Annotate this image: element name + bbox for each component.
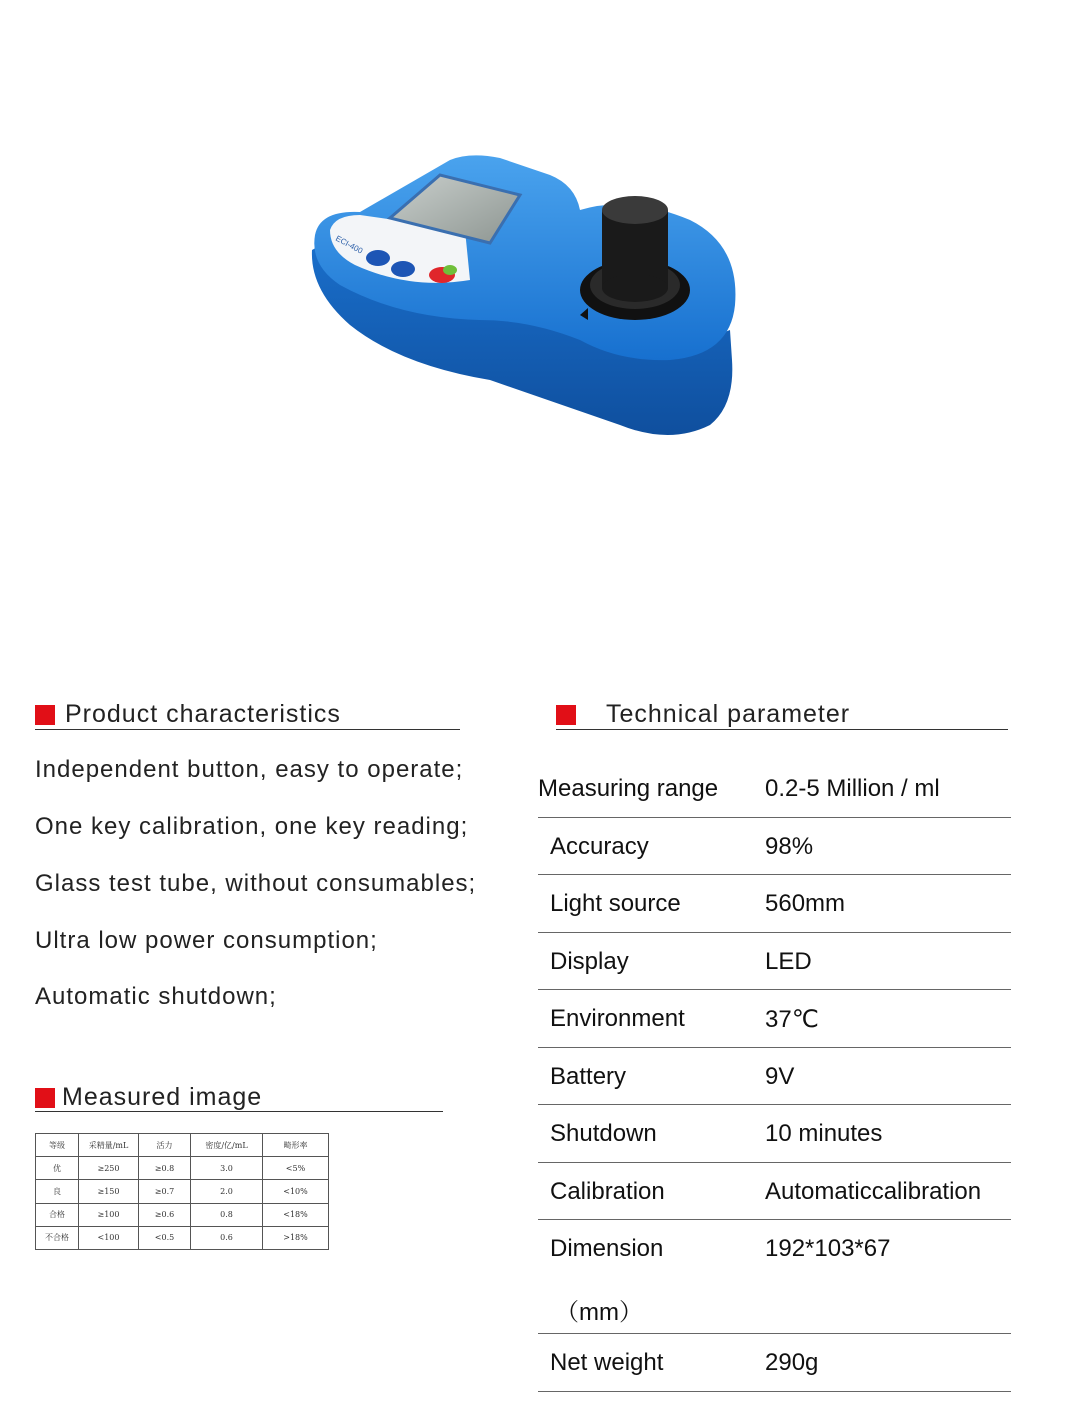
feature-item: Automatic shutdown; [35, 983, 277, 1010]
table-cell: 优 [36, 1157, 79, 1180]
row-divider [538, 1047, 1011, 1048]
param-key: Accuracy [550, 833, 649, 860]
table-cell: 活力 [139, 1134, 191, 1157]
table-cell: >18% [263, 1226, 329, 1249]
table-cell: 3.0 [191, 1157, 263, 1180]
table-cell: 采精量/mL [79, 1134, 139, 1157]
param-value: 192*103*67 [765, 1235, 891, 1262]
param-value: 560mm [765, 890, 846, 917]
param-key: Battery [550, 1063, 627, 1090]
feature-item: Glass test tube, without consumables; [35, 870, 477, 897]
param-value: Automaticcalibration [765, 1178, 982, 1205]
feature-item: Ultra low power consumption; [35, 927, 378, 954]
table-cell: 密度/亿/mL [191, 1134, 263, 1157]
table-header-row [36, 1134, 329, 1157]
table-cell: 良 [36, 1180, 79, 1203]
param-value: 9V [765, 1063, 795, 1090]
param-key: Environment [550, 1005, 685, 1032]
table-row [36, 1180, 329, 1203]
row-divider [538, 1104, 1011, 1105]
technical-rule [556, 729, 1008, 730]
device-label: ECI-400 [334, 233, 365, 256]
param-value: LED [765, 948, 812, 975]
table-cell: 不合格 [36, 1226, 79, 1249]
characteristics-rule [35, 729, 460, 730]
table-cell: 2.0 [191, 1180, 263, 1203]
table-cell: 畸形率 [263, 1134, 329, 1157]
param-value: 98% [765, 833, 814, 860]
measured-table [35, 1133, 329, 1250]
param-unit: （mm） [555, 1299, 643, 1326]
measured-title: Measured image [62, 1083, 263, 1111]
table-cell: 等级 [36, 1134, 79, 1157]
row-divider [538, 1162, 1011, 1163]
param-value: 290g [765, 1349, 819, 1376]
table-cell: <10% [263, 1180, 329, 1203]
param-value: 10 minutes [765, 1120, 883, 1147]
param-key: Light source [550, 890, 681, 917]
measured-rule [35, 1111, 443, 1112]
table-row [36, 1226, 329, 1249]
row-divider [538, 932, 1011, 933]
table-cell: <0.5 [139, 1226, 191, 1249]
table-row [36, 1203, 329, 1226]
table-cell: <100 [79, 1226, 139, 1249]
row-divider [538, 1391, 1011, 1392]
row-divider [538, 1333, 1011, 1334]
row-divider [538, 989, 1011, 990]
param-key: Calibration [550, 1178, 665, 1205]
table-cell: ≥0.6 [139, 1203, 191, 1226]
row-divider [538, 1219, 1011, 1220]
red-square-icon [35, 1088, 55, 1108]
param-key: Shutdown [550, 1120, 657, 1147]
table-cell: 合格 [36, 1203, 79, 1226]
table-cell: ≥0.7 [139, 1180, 191, 1203]
red-square-icon [35, 705, 55, 725]
table-cell: <5% [263, 1157, 329, 1180]
table-cell: 0.8 [191, 1203, 263, 1226]
feature-item: One key calibration, one key reading; [35, 813, 469, 840]
red-square-icon [556, 705, 576, 725]
row-divider [538, 874, 1011, 875]
product-image [290, 140, 760, 460]
table-cell: ≥0.8 [139, 1157, 191, 1180]
param-key: Measuring range [538, 775, 719, 802]
table-cell: <18% [263, 1203, 329, 1226]
row-divider [538, 817, 1011, 818]
measured-header [35, 1083, 262, 1112]
table-cell: ≥150 [79, 1180, 139, 1203]
table-cell: 0.6 [191, 1226, 263, 1249]
technical-title: Technical parameter [606, 700, 851, 728]
param-value: 0.2-5 Million / ml [765, 775, 940, 802]
feature-item: Independent button, easy to operate; [35, 756, 464, 783]
characteristics-header [35, 700, 341, 729]
param-key: Dimension [550, 1235, 664, 1262]
param-value: 37℃ [765, 1006, 819, 1033]
param-key: Display [550, 948, 629, 975]
table-cell: ≥100 [79, 1203, 139, 1226]
param-key: Net weight [550, 1349, 664, 1376]
table-cell: ≥250 [79, 1157, 139, 1180]
technical-header [556, 700, 850, 729]
characteristics-title: Product characteristics [65, 700, 341, 728]
table-row [36, 1157, 329, 1180]
